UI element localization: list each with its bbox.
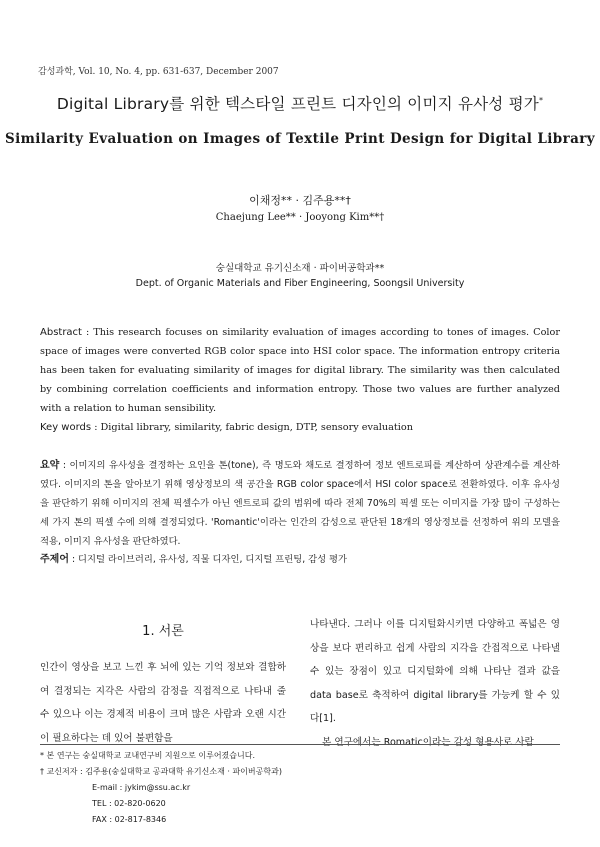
footnote-email: E-mail : jykim@ssu.ac.kr [92,783,191,792]
section-heading-introduction: 1. 서론 [142,624,184,639]
abstract-text: : This research focuses on similarity evaluation of images according to tones of images. Color space of images were converted RGB color space into HSI color space. The information entropy criteria has been taken for evaluating similarity of images for digital library. The similarity was then calculated by combining correlation coefficients and information entropy. Those two values are further analyzed with a relation to human sensibility. [40,327,560,414]
authors-korean: 이채정** · 김주용**† [249,194,351,207]
keywords [40,420,560,436]
affiliation-english: Dept. of Organic Materials and Fiber Engineering, Soongsil University [135,278,465,289]
authors-english: Chaejung Lee** · Jooyong Kim**† [215,212,385,223]
title-english: Similarity Evaluation on Images of Textile Print Design for Digital Library [4,131,596,147]
title-korean [0,92,600,114]
keywords-label: Key words [40,422,92,433]
left-column [40,656,286,750]
title-footnote-mark: * [538,95,544,105]
footnote-divider [40,744,560,745]
footnote-funding: * 본 연구는 숭실대학교 교내연구비 지원으로 이루어졌습니다. [40,751,255,760]
right-column [310,613,560,754]
footnote-corresponding-author: † 교신저자 : 김주용(숭실대학교 공과대학 유기신소재 · 파이버공학과) [40,767,282,776]
journal-citation: 감성과학, Vol. 10, No. 4, pp. 631-637, December 2007 [38,67,279,77]
left-paragraph: 인간이 영상을 보고 느낀 후 뇌에 있는 기억 정보와 결합하여 결정되는 지각은 사람의 감정을 직접적으로 나타내 줄 수 있으나 이는 경제적 비용이 크며 많은 사람과 오랜 시간이 필요하다는 데 있어 불편함을 [40,662,286,744]
korean-keywords-label: 주제어 [40,554,69,565]
korean-abstract-text: : 이미지의 유사성을 결정하는 요인을 톤(tone), 즉 명도와 채도로 결정하여 정보 엔트로피를 계산하여 상관계수를 계산하였다. 이미지의 톤을 알아보기 위해 영상정보의 색 공간을 RGB color space에서 HSI color space로 전환하였다. 이후 유사성을 판단하기 위해 이미지의 전체 픽셀수가 아닌 엔트로피 값의 범위에 따라 전체 70%의 픽셀 또는 이미지를 가장 많이 구성하는 세 가지 톤의 픽셀 수에 의해 결정되었다. 'Romantic'이라는 인간의 감성으로 판단된 18개의 영상정보를 선정하여 위의 모델을 적용, 이미지 유사성을 판단하였다. [40,460,560,547]
affiliation-korean: 숭실대학교 유기신소재 · 파이버공학과** [215,263,385,274]
right-paragraph-1: 나타낸다. 그러나 이를 디지털화시키면 다양하고 폭넓은 영상을 보다 편리하고 쉽게 사람의 지각을 간접적으로 나타낼 수 있는 장점이 있고 디지털화에 의해 나타난 결과 값을 data base로 축적하여 digital library를 가능케 할 수 있다[1]. [310,619,560,724]
korean-keywords [40,552,560,568]
korean-abstract [40,456,560,551]
footnote-fax: FAX : 02-817-8346 [92,815,167,824]
title-korean-text: Digital Library를 위한 텍스타일 프린트 디자인의 이미지 유사성 평가 [56,95,539,113]
keywords-text: : Digital library, similarity, fabric design, DTP, sensory evaluation [91,422,413,433]
abstract [40,323,560,418]
right-paragraph-2: 본 연구에서는 Romatic이라는 감성 형용사로 사람 [322,736,534,748]
korean-keywords-text: : 디지털 라이브러리, 유사성, 직물 디자인, 디지털 프린팅, 감성 평가 [68,554,347,565]
footnotes [40,748,560,828]
korean-abstract-label: 요약 [40,460,60,471]
footnote-tel: TEL : 02-820-0620 [92,799,166,808]
abstract-label: Abstract [40,327,82,338]
